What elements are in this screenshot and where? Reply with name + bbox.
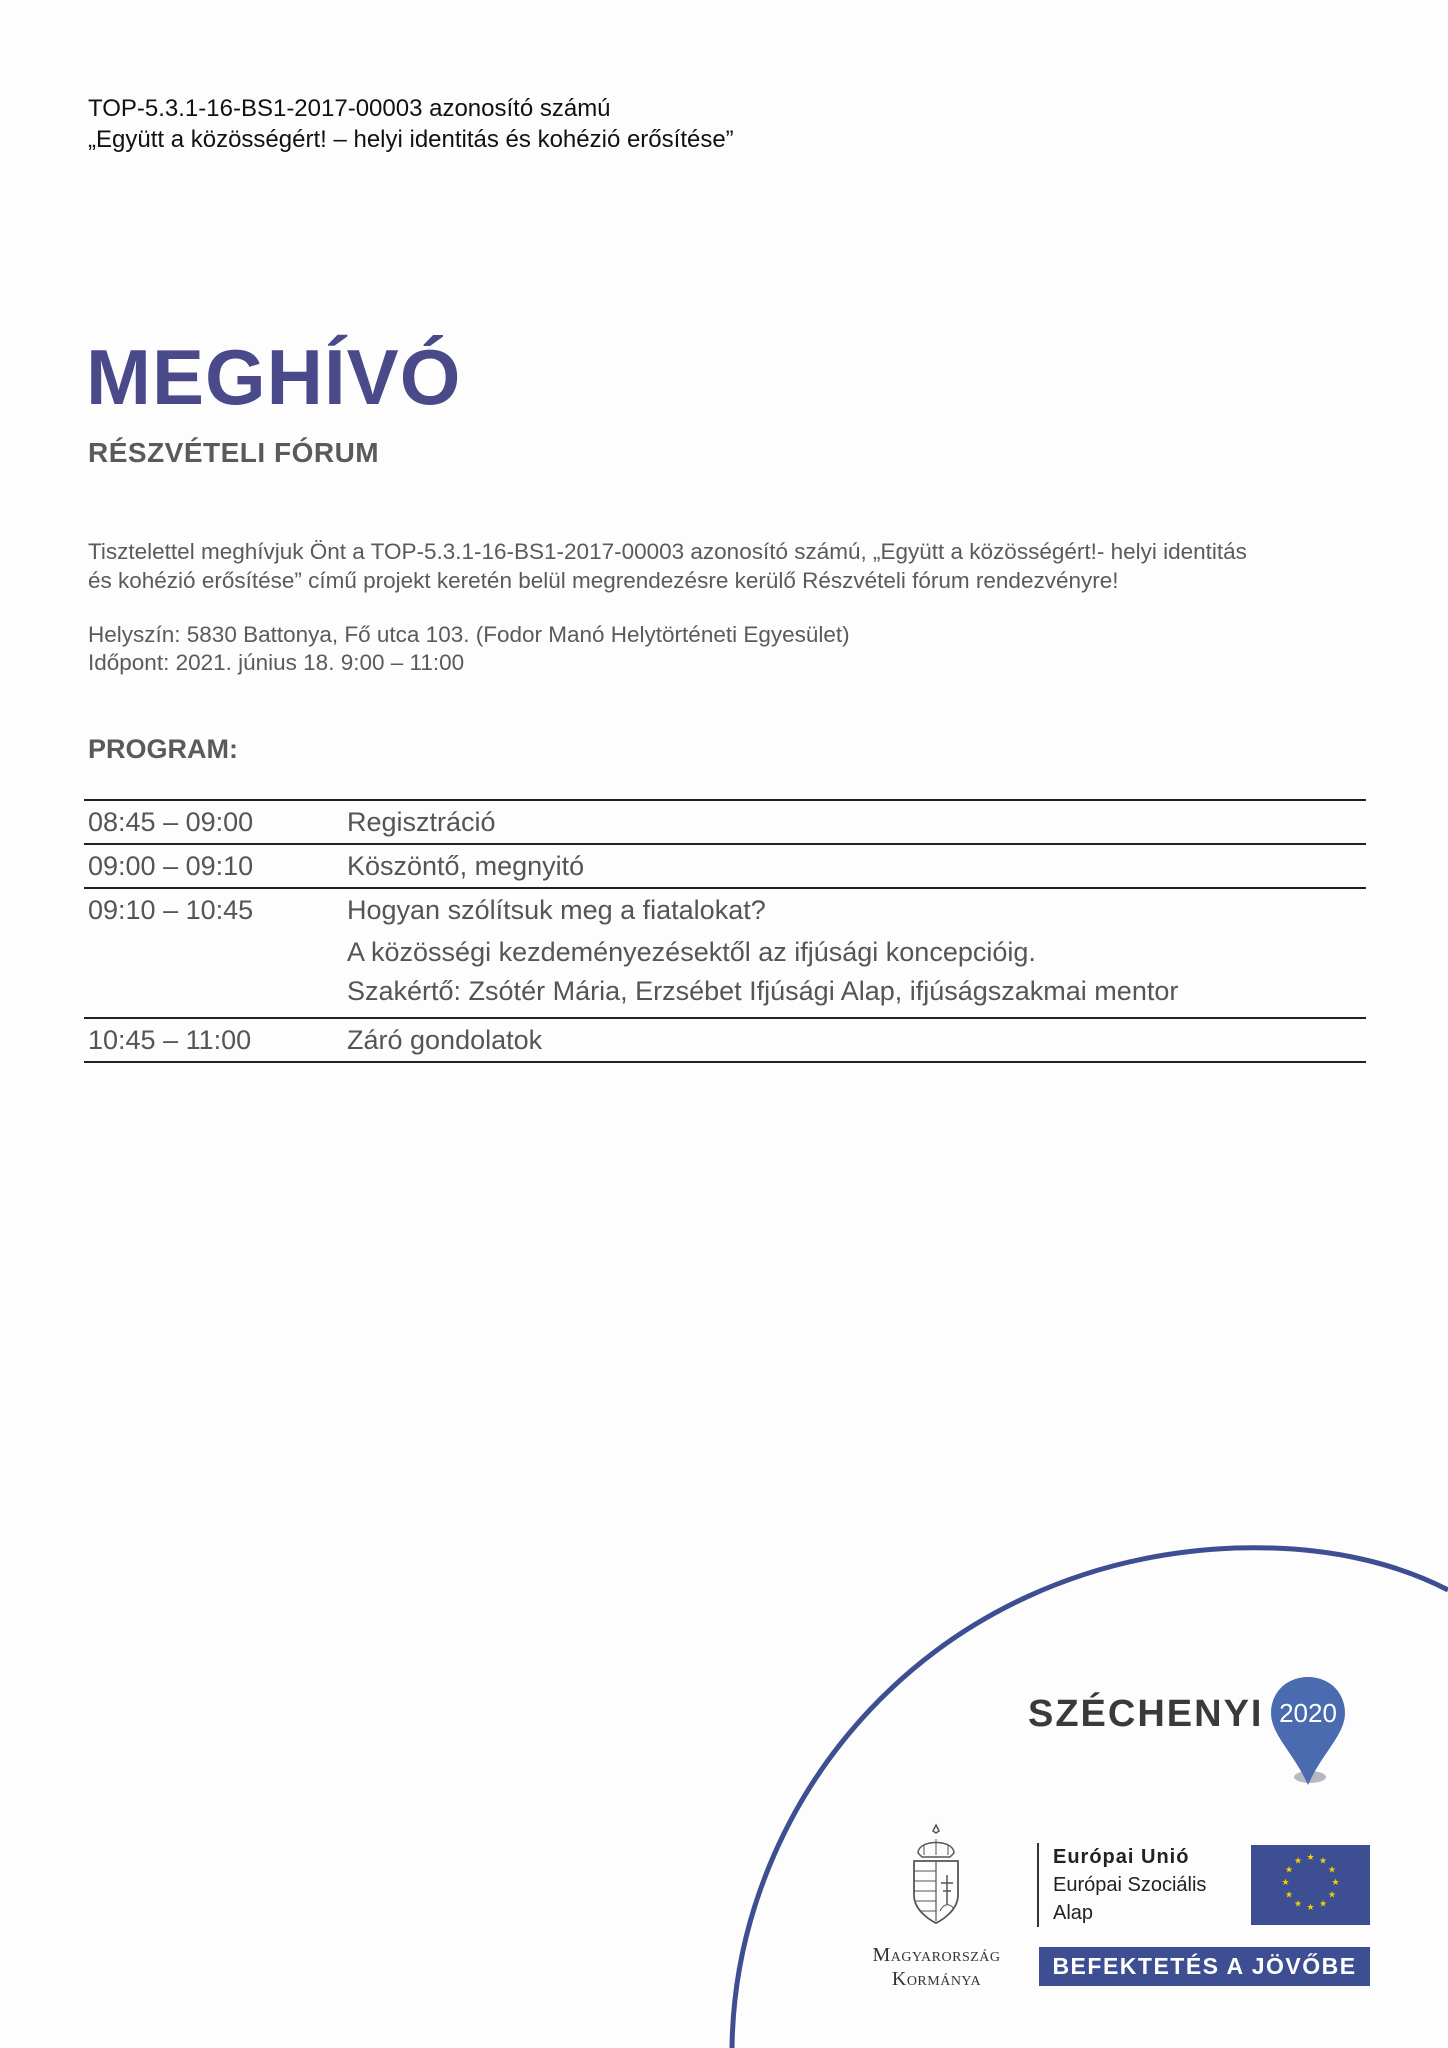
program-line: A közösségi kezdeményezésektől az ifjúsági koncepcióig. [347, 937, 1036, 967]
header-line-1: TOP-5.3.1-16-BS1-2017-00003 azonosító számú [88, 95, 611, 122]
szechenyi-logo-text: SZÉCHENYI [1028, 1693, 1264, 1735]
svg-text:★: ★ [1293, 1856, 1303, 1867]
page-title: MEGHÍVÓ [86, 333, 462, 421]
program-description [347, 851, 1366, 881]
intro-line-1: Tisztelettel meghívjuk Önt a TOP-5.3.1-16-BS1-2017-00003 azonosító számú, „Együtt a közösségért!- helyi identitás [88, 539, 1247, 564]
szechenyi-year: 2020 [1279, 1698, 1337, 1728]
svg-text:★: ★ [1306, 1903, 1315, 1913]
program-heading: PROGRAM: [88, 734, 238, 764]
program-table [84, 799, 1366, 1063]
coat-of-arms-icon [906, 1823, 966, 1933]
header-line-2: „Együtt a közösségért! – helyi identitás és kohézió erősítése” [88, 126, 734, 153]
program-row [84, 1019, 1366, 1063]
svg-text:★: ★ [1327, 1890, 1337, 1901]
svg-text:★: ★ [1318, 1899, 1328, 1910]
eu-fund-line-2: Alap [1053, 1902, 1094, 1924]
program-time: 09:10 – 10:45 [88, 895, 254, 925]
invest-banner: BEFEKTETÉS A JÖVŐBE [1039, 1947, 1370, 1986]
event-details [88, 621, 850, 677]
svg-text:★: ★ [1281, 1878, 1290, 1888]
gov-line-2: Kormánya [891, 1968, 982, 1990]
program-row [84, 845, 1366, 889]
eu-fund-line-1: Európai Szociális [1053, 1874, 1207, 1896]
eu-fund-text [1037, 1843, 1206, 1927]
svg-text:★: ★ [1306, 1853, 1315, 1863]
program-time: 09:00 – 09:10 [88, 851, 254, 881]
svg-text:★: ★ [1293, 1899, 1303, 1910]
program-description [347, 1025, 1366, 1055]
event-time: Időpont: 2021. június 18. 9:00 – 11:00 [88, 650, 465, 675]
intro-paragraph [88, 537, 1368, 595]
program-line: Köszöntő, megnyitó [347, 851, 585, 881]
program-line: Hogyan szólítsuk meg a fiatalokat? [347, 895, 766, 925]
eu-flag-icon [1251, 1845, 1370, 1925]
program-line: Szakértő: Zsótér Mária, Erzsébet Ifjúsági Alap, ifjúságszakmai mentor [347, 976, 1179, 1006]
program-row [84, 889, 1366, 1019]
gov-line-1: Magyarország [872, 1944, 1001, 1966]
svg-text:★: ★ [1331, 1878, 1340, 1888]
svg-text:★: ★ [1284, 1865, 1294, 1876]
szechenyi-pin-icon [1268, 1673, 1348, 1791]
program-line: Regisztráció [347, 807, 496, 837]
document-header [88, 93, 734, 155]
government-logo-text [844, 1943, 1029, 1991]
page-subtitle: RÉSZVÉTELI FÓRUM [88, 437, 380, 468]
program-time: 08:45 – 09:00 [88, 807, 254, 837]
eu-name: Európai Unió [1053, 1846, 1190, 1868]
svg-text:★: ★ [1284, 1890, 1294, 1901]
event-location: Helyszín: 5830 Battonya, Fő utca 103. (Fodor Manó Helytörténeti Egyesület) [88, 622, 850, 647]
program-description [347, 895, 1366, 1011]
program-time: 10:45 – 11:00 [88, 1025, 252, 1055]
program-row [84, 801, 1366, 845]
svg-text:★: ★ [1318, 1856, 1328, 1867]
svg-text:★: ★ [1327, 1865, 1337, 1876]
program-description [347, 807, 1366, 837]
program-line: Záró gondolatok [347, 1025, 543, 1055]
intro-line-2: és kohézió erősítése” című projekt keretén belül megrendezésre kerülő Részvételi fórum rendezvényre! [88, 568, 1119, 593]
